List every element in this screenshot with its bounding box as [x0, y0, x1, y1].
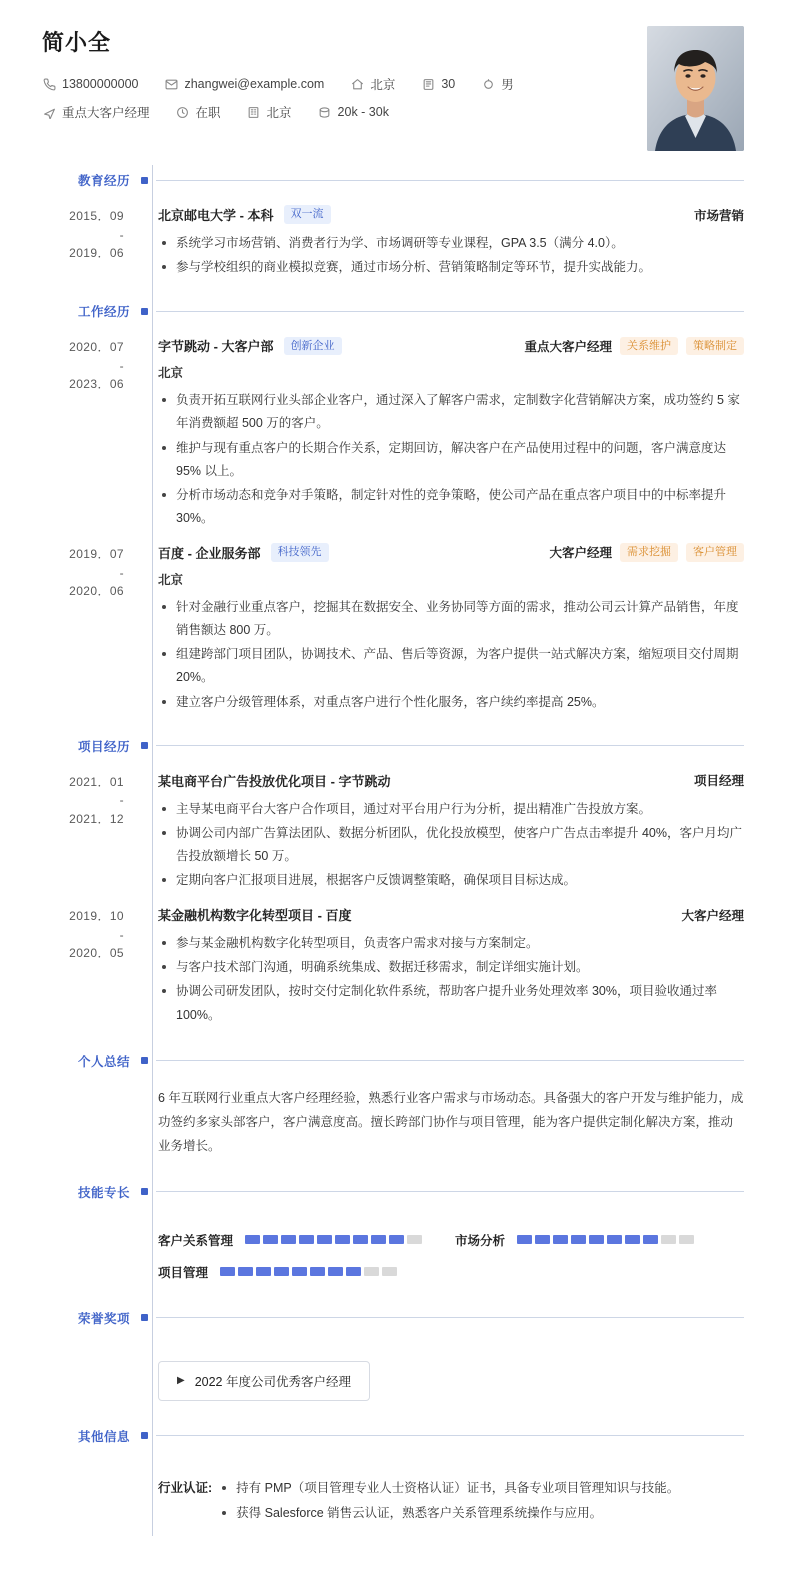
timeline-dot — [141, 1314, 148, 1321]
skill-label: 项目管理 — [158, 1265, 209, 1280]
contact-row-2 — [42, 103, 647, 121]
work-skill-tag: 需求挖掘 — [620, 543, 678, 561]
list-item: 与客户技术部门沟通，明确系统集成、数据迁移需求，制定详细实施计划。 — [158, 956, 744, 979]
project-title-row — [158, 771, 744, 790]
awards-content — [144, 1331, 794, 1401]
work-title-right — [516, 337, 744, 355]
section-title-education: 教育经历 — [77, 174, 130, 188]
section-title-work: 工作经历 — [77, 305, 130, 320]
project-content — [144, 893, 794, 1028]
section-summary — [0, 1028, 794, 1074]
project-entry — [0, 893, 794, 1028]
work-bullets — [158, 389, 744, 530]
list-item: 维护与现有重点客户的长期合作关系，定期回访，解决客户在产品使用过程中的问题，客户满意度达 95% 以上。 — [158, 437, 744, 483]
resume-body — [0, 165, 794, 1536]
summary-text: 6 年互联网行业重点大客户经理经验，熟悉行业客户需求与市场动态。具备强大的客户开发与维护能力，成功签约多家头部客户，客户满意度高。擅长跨部门协作与项目管理，能为客户提供定制化解决方案，推动业务增长。 — [158, 1090, 744, 1154]
project-title-row — [158, 905, 744, 924]
section-title-summary: 个人总结 — [77, 1054, 130, 1069]
education-title-left — [158, 205, 337, 224]
contact-status-text: 在职 — [195, 106, 221, 120]
project-date: 2021．01 - 2021．12 — [69, 774, 124, 826]
section-skills — [0, 1159, 794, 1205]
section-education — [0, 165, 794, 193]
list-item: 参与学校组织的商业模拟竞赛，通过市场分析、营销策略制定等环节，提升实战能力。 — [158, 256, 744, 279]
contact-salary — [318, 105, 389, 119]
work-entry — [0, 531, 794, 715]
timeline-dot — [141, 742, 148, 749]
project-date: 2019．10 - 2020．05 — [69, 909, 124, 961]
timeline-dot — [141, 1188, 148, 1195]
list-item: 系统学习市场营销、消费者行为学、市场调研等专业课程，GPA 3.5（满分 4.0）。 — [158, 232, 744, 255]
skill-item — [455, 1231, 697, 1249]
header-info — [42, 26, 647, 131]
skills-content — [144, 1205, 794, 1295]
skill-level-bar — [245, 1235, 425, 1244]
list-item: 主导某电商平台大客户合作项目，通过对平台用户行为分析，提出精准广告投放方案。 — [158, 798, 744, 821]
skill-item — [158, 1231, 425, 1249]
work-skill-tag: 客户管理 — [686, 543, 744, 561]
section-title-project: 项目经历 — [77, 739, 130, 754]
project-bullets — [158, 932, 744, 1027]
resume-header — [0, 0, 794, 165]
work-skill-tag: 策略制定 — [686, 337, 744, 355]
timeline-dot — [141, 1432, 148, 1439]
section-other — [0, 1401, 794, 1449]
contact-city — [247, 103, 292, 121]
project-role: 项目经理 — [693, 774, 744, 789]
section-divider — [156, 1060, 744, 1061]
project-name: 某电商平台广告投放优化项目 - 字节跳动 — [158, 773, 391, 789]
section-title-skills: 技能专长 — [77, 1185, 130, 1200]
skill-label: 客户关系管理 — [158, 1233, 234, 1248]
education-title-row — [158, 205, 744, 224]
work-role: 重点大客户经理 — [524, 339, 612, 354]
summary-date-spacer — [0, 1074, 144, 1159]
list-item: 分析市场动态和竞争对手策略，制定针对性的竞争策略，使公司产品在重点客户项目中的中标率提升 30%。 — [158, 484, 744, 530]
section-header-skills — [0, 1183, 794, 1201]
work-title-left — [158, 336, 348, 355]
section-header-education — [0, 171, 794, 189]
section-project — [0, 715, 794, 759]
summary-content — [144, 1074, 794, 1159]
gender-icon — [481, 77, 495, 91]
list-item: 协调公司内部广告算法团队、数据分析团队，优化投放模型，使客户广告点击率提升 40%，客户月均广告投放额增长 50 万。 — [158, 822, 744, 868]
section-title-other: 其他信息 — [77, 1429, 130, 1444]
contact-email — [164, 77, 324, 91]
job-icon — [42, 105, 56, 119]
education-entry — [0, 193, 794, 280]
section-header-work — [0, 302, 794, 320]
contact-location — [350, 75, 395, 93]
section-header-awards — [0, 1309, 794, 1327]
list-item: 组建跨部门项目团队，协调技术、产品、售后等资源，为客户提供一站式解决方案，缩短项目交付周期 20%。 — [158, 643, 744, 689]
triangle-right-icon: ▶ — [177, 1375, 185, 1387]
timeline-dot — [141, 308, 148, 315]
other-entry — [0, 1449, 794, 1527]
section-work — [0, 280, 794, 324]
list-item: 针对金融行业重点客户，挖掘其在数据安全、业务协同等方面的需求，推动公司云计算产品销售，年度销售额达 800 万。 — [158, 596, 744, 642]
work-title-row — [158, 336, 744, 355]
project-bullets — [158, 798, 744, 893]
contact-gender — [481, 75, 514, 93]
project-title-left — [158, 905, 362, 924]
section-divider — [156, 1191, 744, 1192]
other-content — [144, 1449, 794, 1527]
location-icon — [350, 77, 364, 91]
section-divider — [156, 1435, 744, 1436]
phone-icon — [42, 77, 56, 91]
work-content — [144, 531, 794, 715]
education-tag: 双一流 — [284, 205, 331, 223]
contact-status — [176, 103, 221, 121]
contact-phone — [42, 77, 138, 91]
awards-entry — [0, 1331, 794, 1401]
contact-job-title — [42, 103, 150, 121]
skills-list — [158, 1217, 744, 1295]
contact-location-text: 北京 — [370, 78, 396, 92]
work-role: 大客户经理 — [549, 546, 612, 561]
education-major: 市场营销 — [693, 208, 744, 223]
skills-date-spacer — [0, 1205, 144, 1295]
contact-city-text: 北京 — [266, 106, 292, 120]
other-label: 行业认证: — [158, 1480, 213, 1495]
project-content — [144, 759, 794, 894]
skill-item — [158, 1263, 400, 1281]
contact-age-text: 30 — [441, 77, 456, 91]
contact-email-text: zhangwei@example.com — [184, 77, 325, 91]
section-title-awards: 荣誉奖项 — [77, 1311, 130, 1326]
project-entry — [0, 759, 794, 894]
award-label: 2022 年度公司优秀客户经理 — [194, 1374, 351, 1389]
work-entry — [0, 324, 794, 531]
work-tag: 科技领先 — [271, 543, 329, 561]
education-bullets — [158, 232, 744, 279]
education-content — [144, 193, 794, 280]
other-bullets — [218, 1477, 679, 1527]
summary-entry — [0, 1074, 794, 1159]
award-item[interactable] — [158, 1361, 370, 1401]
work-content — [144, 324, 794, 531]
timeline-dot — [141, 177, 148, 184]
project-title-right — [673, 906, 744, 924]
section-header-other — [0, 1427, 794, 1445]
contact-gender-text: 男 — [501, 78, 514, 92]
work-title-right — [541, 543, 744, 561]
list-item: 持有 PMP（项目管理专业人士资格认证）证书，具备专业项目管理知识与技能。 — [218, 1477, 679, 1501]
section-header-project — [0, 737, 794, 755]
other-date-spacer — [0, 1449, 144, 1527]
list-item: 建立客户分级管理体系，对重点客户进行个性化服务，客户续约率提高 25%。 — [158, 691, 744, 714]
work-date: 2020．07 - 2023．06 — [69, 340, 124, 392]
contact-row-1 — [42, 75, 647, 93]
education-school: 北京邮电大学 - 本科 — [158, 208, 274, 223]
list-item: 获得 Salesforce 销售云认证，熟悉客户关系管理系统操作与应用。 — [218, 1502, 679, 1526]
list-item: 负责开拓互联网行业头部企业客户，通过深入了解客户需求，定制数字化营销解决方案，成功签约 5 家年消费额超 500 万的客户。 — [158, 389, 744, 435]
page-title: 简小全 — [42, 30, 112, 55]
skills-entry — [0, 1205, 794, 1295]
section-divider — [156, 1317, 744, 1318]
awards-date-spacer — [0, 1331, 144, 1401]
mail-icon — [164, 77, 178, 91]
work-location: 北京 — [158, 573, 184, 587]
skill-level-bar — [517, 1235, 697, 1244]
education-title-right — [686, 206, 744, 224]
work-company: 百度 - 企业服务部 — [158, 546, 261, 561]
contact-salary-text: 20k - 30k — [337, 105, 389, 119]
work-tag: 创新企业 — [284, 337, 342, 355]
timeline-dot — [141, 1057, 148, 1064]
list-item: 定期向客户汇报项目进展，根据客户反馈调整策略，确保项目目标达成。 — [158, 869, 744, 892]
section-divider — [156, 180, 744, 181]
work-location: 北京 — [158, 366, 184, 381]
project-name: 某金融机构数字化转型项目 - 百度 — [158, 908, 352, 924]
work-title-row — [158, 543, 744, 562]
city-icon — [247, 105, 261, 119]
contact-phone-text: 13800000000 — [62, 77, 139, 91]
section-awards — [0, 1295, 794, 1331]
age-icon — [421, 77, 435, 91]
avatar — [647, 26, 744, 151]
education-date: 2015．09 - 2019．06 — [69, 209, 124, 261]
project-title-left — [158, 771, 401, 790]
salary-icon — [318, 105, 332, 119]
project-role: 大客户经理 — [681, 908, 744, 923]
section-divider — [156, 745, 744, 746]
section-divider — [156, 311, 744, 312]
section-header-summary — [0, 1052, 794, 1070]
list-item: 协调公司研发团队，按时交付定制化软件系统，帮助客户提升业务处理效率 30%，项目验收通过率 100%。 — [158, 980, 744, 1026]
work-skill-tag: 关系维护 — [620, 337, 678, 355]
status-icon — [176, 105, 190, 119]
work-bullets — [158, 596, 744, 714]
project-title-right — [686, 771, 744, 789]
skill-level-bar — [220, 1267, 400, 1276]
skill-label: 市场分析 — [455, 1233, 506, 1248]
work-company: 字节跳动 - 大客户部 — [158, 339, 274, 355]
list-item: 参与某金融机构数字化转型项目，负责客户需求对接与方案制定。 — [158, 932, 744, 955]
work-date: 2019．07 - 2020．06 — [69, 547, 124, 599]
contact-age — [421, 77, 455, 91]
other-info-row — [158, 1461, 744, 1527]
contact-job-title-text: 重点大客户经理 — [62, 106, 150, 120]
work-title-left — [158, 543, 335, 562]
